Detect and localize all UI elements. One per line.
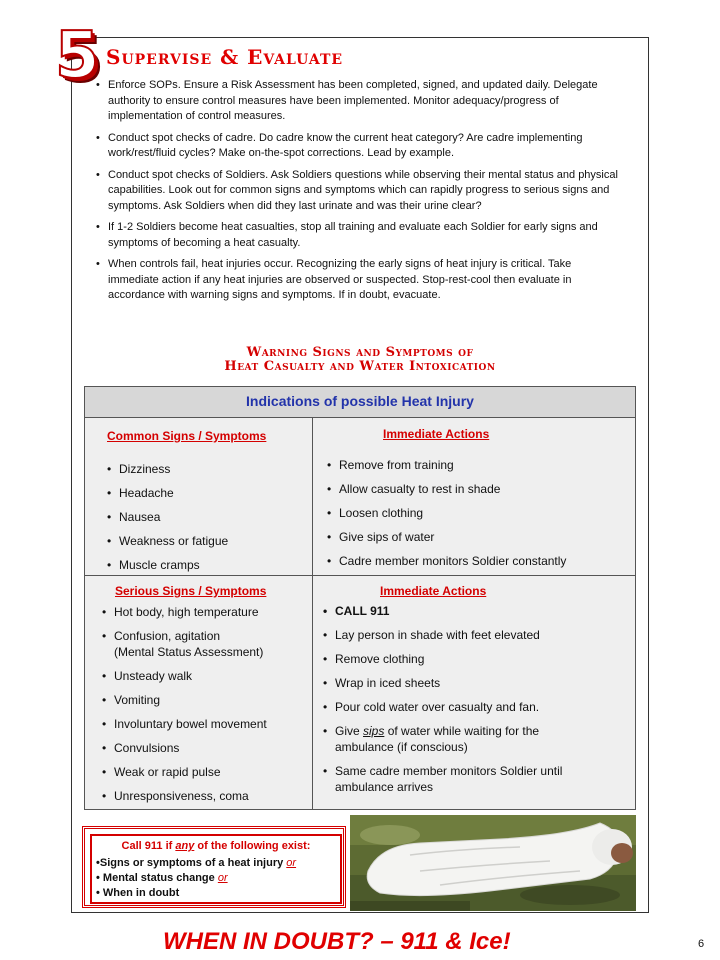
common-signs-heading: Common Signs / Symptoms: [107, 429, 267, 443]
list-item: [102, 628, 267, 660]
table-header: Indications of possible Heat Injury: [85, 387, 635, 418]
list-item: [102, 788, 267, 804]
list-item: • Muscle cramps: [107, 553, 228, 577]
list-item-text: Remove clothing: [335, 652, 425, 666]
call-911-item-text: • When in doubt: [96, 887, 180, 899]
list-item: • Loosen clothing: [327, 501, 566, 525]
list-item: • Headache: [107, 481, 228, 505]
serious-actions-heading: Immediate Actions: [380, 584, 487, 598]
instruction-item: • If 1-2 Soldiers become heat casualties, stop all training and evaluate each Soldier for early signs and symptoms of becoming a heat casualty.: [94, 220, 620, 251]
common-signs-list: [107, 457, 228, 577]
list-item-text: Give: [335, 724, 364, 738]
list-item: [323, 603, 562, 619]
call-911-item: [96, 856, 296, 871]
list-item: • Dizziness: [107, 457, 228, 481]
list-item-text: Hot body, high temperature: [114, 605, 259, 619]
column-divider: [312, 417, 313, 809]
call-911-item-text: • Mental status change: [96, 872, 218, 884]
warning-title: [120, 346, 600, 374]
list-item: [323, 675, 562, 691]
call-911-list: [96, 856, 296, 901]
instruction-item: • When controls fail, heat injuries occur. Recognizing the early signs of heat injury is critical. Take immediate action if any heat injuries are observed or suspected. Stop-rest-cool then evaluate in accordance with warning signs and symptoms. If in doubt, evacuate.: [94, 257, 620, 304]
call-911-box: [82, 826, 346, 908]
heat-injury-table: [84, 386, 636, 810]
warning-title-line: Heat Casualty and Water Intoxication: [224, 359, 496, 374]
call-911-item-text: •Signs or symptoms of a heat injury: [96, 857, 287, 869]
call-911-box-inner: [90, 834, 342, 904]
list-item-text: CALL 911: [335, 604, 390, 618]
call-911-title: [92, 840, 340, 852]
list-item: • Nausea: [107, 505, 228, 529]
instruction-item: • Conduct spot checks of Soldiers. Ask Soldiers questions while observing their mental status and physical capabilities. Look out for common signs and symptoms which can rapidly progress to serious signs and symptoms. Ask Soldiers when did they last urinate and was their urine clear?: [94, 168, 620, 215]
serious-signs-heading: Serious Signs / Symptoms: [115, 584, 267, 598]
list-item-emphasis: sips: [363, 724, 385, 738]
list-item-text: Involuntary bowel movement: [114, 717, 267, 731]
warning-title-line: Warning Signs and Symptoms of: [246, 345, 474, 360]
call-911-or: or: [217, 872, 228, 884]
list-item: [323, 651, 562, 667]
call-911-item: [96, 886, 296, 901]
call-911-title-text: of the following exist:: [194, 840, 311, 852]
list-item-text: Confusion, agitation: [114, 629, 221, 643]
call-911-title-text: Call 911 if: [121, 840, 176, 852]
section-title: Supervise & Evaluate: [106, 45, 344, 69]
list-item-text: Pour cold water over casualty and fan.: [335, 700, 540, 714]
instruction-list: [94, 78, 620, 310]
instruction-item: • Conduct spot checks of cadre. Do cadre know the current heat category? Are cadre implementing work/rest/fluid cycles? Make on-the-spot corrections. Lead by example.: [94, 131, 620, 162]
list-item-subtext: ambulance arrives: [335, 780, 434, 794]
step-number: 5: [55, 19, 100, 93]
list-item: • Allow casualty to rest in shade: [327, 477, 566, 501]
page-number: 6: [698, 938, 705, 950]
common-actions-heading: Immediate Actions: [383, 427, 490, 441]
list-item: [323, 699, 562, 715]
serious-actions-list: [323, 603, 562, 803]
list-item-text: of water while waiting for the: [384, 724, 540, 738]
iced-sheet-casualty-photo: [350, 815, 636, 911]
list-item-text: Convulsions: [114, 741, 180, 755]
list-item: • Remove from training: [327, 453, 566, 477]
list-item: [323, 627, 562, 643]
list-item-text: Same cadre member monitors Soldier until: [335, 764, 563, 778]
list-item: • Give sips of water: [327, 525, 566, 549]
call-911-item: [96, 871, 296, 886]
list-item: • Weakness or fatigue: [107, 529, 228, 553]
list-item: • Cadre member monitors Soldier constantly: [327, 549, 566, 573]
list-item: [102, 604, 267, 620]
footer-slogan: WHEN IN DOUBT? – 911 & Ice!: [163, 928, 511, 955]
serious-signs-list: [102, 604, 267, 812]
list-item-subtext: ambulance (if conscious): [335, 740, 468, 754]
call-911-title-emphasis: any: [175, 840, 195, 852]
list-item-text: Lay person in shade with feet elevated: [335, 628, 540, 642]
list-item: [102, 740, 267, 756]
call-911-or: or: [286, 857, 297, 869]
list-item: [102, 668, 267, 684]
list-item: [102, 716, 267, 732]
common-actions-list: [327, 453, 566, 573]
list-item-text: Wrap in iced sheets: [335, 676, 441, 690]
list-item: [102, 764, 267, 780]
list-item: [323, 763, 562, 795]
list-item-text: Unresponsiveness, coma: [114, 789, 249, 803]
list-item-subtext: (Mental Status Assessment): [114, 645, 264, 659]
list-item-text: Vomiting: [114, 693, 161, 707]
instruction-item: • Enforce SOPs. Ensure a Risk Assessment has been completed, signed, and updated daily. Delegate authority to ensure control measures have been implemented. Monitor adequacy/progress of implementation of control measures.: [94, 78, 620, 125]
list-item: [102, 692, 267, 708]
list-item: [323, 723, 562, 755]
list-item-text: Unsteady walk: [114, 669, 193, 683]
list-item-text: Weak or rapid pulse: [114, 765, 221, 779]
